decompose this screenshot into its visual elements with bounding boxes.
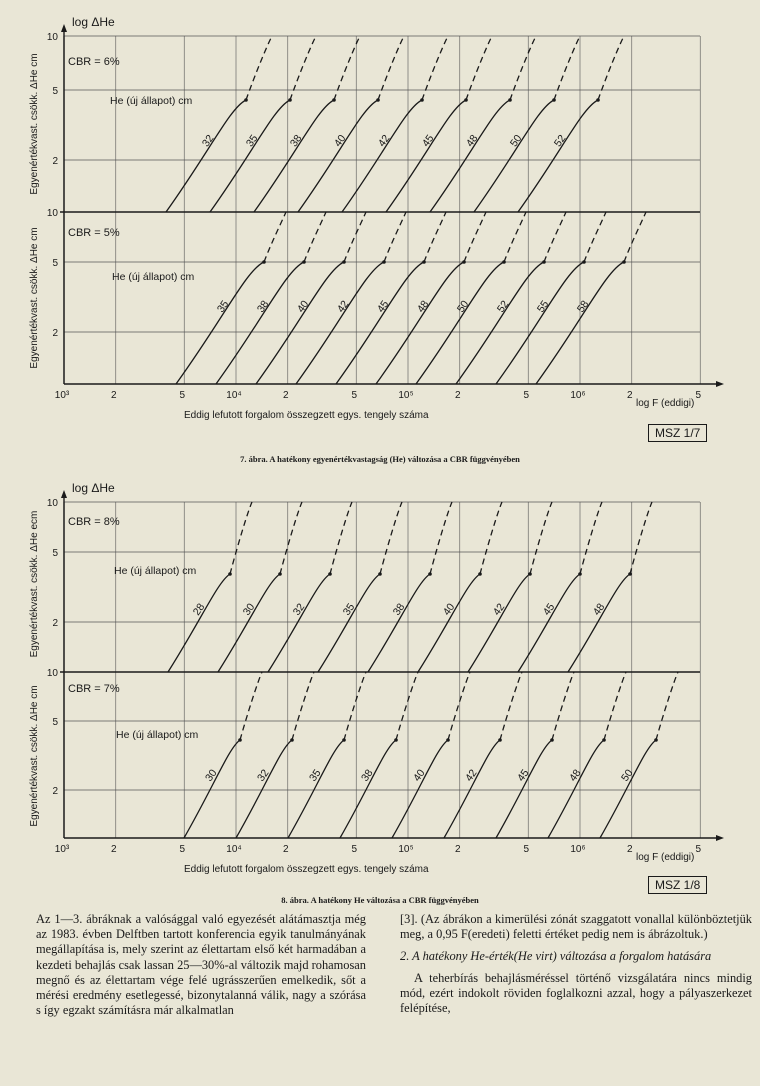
curve-solid — [518, 100, 598, 212]
curve-solid — [392, 740, 448, 838]
curve-label: 35 — [306, 767, 324, 784]
y-tick-label: 10 — [46, 498, 58, 509]
x-axis-arrow — [716, 835, 724, 841]
curve-dashed — [344, 672, 366, 740]
y-tick-label: 5 — [52, 86, 58, 97]
curve-dot — [302, 260, 306, 264]
curve-dot — [228, 572, 232, 576]
curve-dashed — [552, 672, 574, 740]
curve-solid — [456, 262, 544, 384]
curve-dot — [422, 260, 426, 264]
curve-solid — [296, 262, 384, 384]
curve-dot — [394, 738, 398, 742]
curve-solid — [298, 100, 378, 212]
y-tick-label: 5 — [52, 548, 58, 559]
y-tick-label: 2 — [52, 156, 58, 167]
y-tick-label: 2 — [52, 786, 58, 797]
curve-dashed — [504, 212, 526, 262]
curve-solid — [318, 574, 380, 672]
curve-dot — [528, 572, 532, 576]
curve-solid — [168, 574, 230, 672]
curve-label: 45 — [419, 132, 437, 150]
curve-dot — [382, 260, 386, 264]
curve-dashed — [448, 672, 470, 740]
figure-7 — [0, 0, 760, 470]
curve-label: 45 — [514, 767, 532, 784]
curve-dot — [508, 98, 512, 102]
x-tick-label: 10⁵ — [398, 844, 414, 855]
curve-dot — [342, 260, 346, 264]
he-label: He (új állapot) cm — [112, 271, 195, 283]
x-tick-label: 2 — [282, 390, 289, 401]
x-tick-label: 2 — [454, 390, 461, 401]
curve-label: 32 — [290, 601, 308, 618]
x-tick-label: 5 — [695, 844, 702, 855]
curve-label: 50 — [507, 132, 525, 150]
curve-dashed — [304, 212, 326, 262]
y-tick-label: 5 — [52, 258, 58, 269]
curve-dashed — [584, 212, 606, 262]
curve-solid — [216, 262, 304, 384]
figure-7-stamp: MSZ 1/7 — [648, 424, 707, 442]
curve-dashed — [292, 672, 314, 740]
curve-solid — [254, 100, 334, 212]
curve-dot — [542, 260, 546, 264]
curve-solid — [236, 740, 292, 838]
curve-label: 48 — [590, 601, 608, 618]
curve-dot — [654, 738, 658, 742]
curve-solid — [166, 100, 246, 212]
cbr-label: CBR = 6% — [68, 56, 120, 68]
curve-solid — [600, 740, 656, 838]
curve-dot — [420, 98, 424, 102]
x-axis-title: log F (eddigi) — [636, 852, 695, 863]
curve-solid — [430, 100, 510, 212]
figure-7-caption: 7. ábra. A hatékony egyenértékvastagság (He) változása a CBR függvényében — [240, 454, 520, 464]
curve-dashed — [396, 672, 418, 740]
curve-label: 55 — [534, 298, 552, 315]
x-tick-label: 2 — [626, 844, 633, 855]
curve-solid — [184, 740, 240, 838]
curve-dashed — [384, 212, 406, 262]
curve-dashed — [280, 502, 302, 574]
curve-label: 38 — [358, 767, 376, 784]
curve-label: 42 — [334, 298, 352, 315]
curve-label: 30 — [202, 767, 220, 784]
curve-dashed — [246, 36, 272, 100]
right-paragraph-2: A teherbírás behajlásméréssel történő vizsgálatára nincs mindig mód, ezért indokolt röviden foglalkozni azzal, hogy a pályaszerkezet felépítése, — [400, 970, 752, 1016]
x-axis-label: Eddig lefutott forgalom összegzett egys. tengely száma — [184, 864, 429, 875]
curve-solid — [496, 740, 552, 838]
curve-dashed — [422, 36, 448, 100]
curve-label: 40 — [410, 767, 428, 784]
x-tick-label: 10⁶ — [570, 844, 586, 855]
figure-7-chart — [0, 0, 760, 470]
x-tick-label: 2 — [626, 390, 633, 401]
curve-solid — [340, 740, 396, 838]
curve-dashed — [554, 36, 580, 100]
curve-label: 42 — [490, 601, 508, 618]
curve-dashed — [630, 502, 652, 574]
x-axis-arrow — [716, 381, 724, 387]
curve-dashed — [378, 36, 404, 100]
x-tick-label: 2 — [454, 844, 461, 855]
curve-dot — [622, 260, 626, 264]
curve-solid — [288, 740, 344, 838]
curve-label: 45 — [540, 601, 558, 618]
curve-dot — [464, 98, 468, 102]
curve-dot — [498, 738, 502, 742]
curve-label: 48 — [566, 767, 584, 784]
article-text — [36, 912, 760, 1082]
cbr-label: CBR = 7% — [68, 683, 120, 695]
curve-dot — [582, 260, 586, 264]
curve-label: 32 — [254, 767, 272, 784]
y-tick-label: 10 — [46, 668, 58, 679]
curve-solid — [256, 262, 344, 384]
curve-solid — [342, 100, 422, 212]
curve-solid — [496, 262, 584, 384]
curve-label: 50 — [454, 298, 472, 315]
curve-label: 45 — [374, 298, 392, 315]
figure-8-chart — [0, 478, 760, 898]
curve-dashed — [330, 502, 352, 574]
y-axis-title: log ΔHe — [72, 15, 115, 29]
curve-dot — [290, 738, 294, 742]
curve-solid — [386, 100, 466, 212]
curve-label: 50 — [618, 767, 636, 784]
curve-dashed — [580, 502, 602, 574]
curve-dashed — [290, 36, 316, 100]
x-tick-label: 2 — [110, 844, 117, 855]
x-axis-title: log F (eddigi) — [636, 398, 695, 409]
curve-label: 58 — [574, 298, 592, 315]
x-tick-label: 10⁴ — [226, 844, 242, 855]
x-tick-label: 10³ — [54, 844, 70, 855]
curve-solid — [368, 574, 430, 672]
curve-label: 48 — [414, 298, 432, 315]
curve-label: 52 — [551, 132, 569, 150]
x-tick-label: 5 — [179, 390, 186, 401]
curve-dot — [628, 572, 632, 576]
he-label: He (új állapot) cm — [114, 565, 197, 577]
y-side-label: Egyenértékvast. csökk. ΔHe cm — [29, 227, 40, 369]
y-axis-arrow — [61, 24, 67, 32]
cbr-label: CBR = 5% — [68, 227, 120, 239]
curve-dot — [550, 738, 554, 742]
curve-label: 38 — [390, 601, 408, 618]
curve-label: 42 — [462, 767, 480, 784]
curve-label: 40 — [331, 132, 349, 150]
curve-dot — [462, 260, 466, 264]
curve-label: 35 — [340, 601, 358, 618]
curve-dashed — [510, 36, 536, 100]
curve-solid — [444, 740, 500, 838]
curve-dashed — [656, 672, 678, 740]
y-side-label: Egyenértékvast. csökk. ΔHe ecm — [29, 510, 40, 658]
curve-dashed — [380, 502, 402, 574]
curve-dot — [578, 572, 582, 576]
he-label: He (új állapot) cm — [110, 95, 193, 107]
curve-solid — [468, 574, 530, 672]
y-tick-label: 10 — [46, 32, 58, 43]
curve-solid — [518, 574, 580, 672]
figure-8-caption: 8. ábra. A hatékony He változása a CBR függvényében — [281, 895, 479, 905]
figure-8-stamp: MSZ 1/8 — [648, 876, 707, 894]
curve-dot — [288, 98, 292, 102]
curve-label: 48 — [463, 132, 481, 150]
section-heading: 2. A hatékony He-érték(He virt) változása a forgalom hatására — [400, 949, 712, 964]
x-tick-label: 10⁴ — [226, 390, 242, 401]
curve-label: 30 — [240, 601, 258, 618]
curve-dot — [332, 98, 336, 102]
curve-dashed — [464, 212, 486, 262]
left-paragraph: Az 1—3. ábráknak a valósággal való egyezését alátámasztja még az 1983. évben Delftben tartott konferencia egyik tanulmányának megállapítása is, mely szerint az élettartam első két harmadában a kezdeti behajlás csak lassan 25—30%-al változik majd rohamosan megnő és az élettartam vége felé ugrásszerűen emelkedik, sőt a mérési eredmény esetlegessé, bizonytalanná válik, nagy a szórása s így egzakt számításra már alkalmatlan — [36, 912, 366, 1018]
x-tick-label: 5 — [179, 844, 186, 855]
curve-dot — [602, 738, 606, 742]
curve-dot — [278, 572, 282, 576]
left-column — [36, 912, 366, 1018]
curve-dot — [376, 98, 380, 102]
curve-label: 38 — [287, 132, 305, 150]
curve-dashed — [598, 36, 624, 100]
curve-label: 42 — [375, 132, 393, 150]
right-column — [400, 912, 752, 1016]
curve-label: 32 — [199, 132, 217, 150]
curve-dashed — [230, 502, 252, 574]
curve-label: 52 — [494, 298, 512, 315]
x-tick-label: 10³ — [54, 390, 70, 401]
x-axis-label: Eddig lefutott forgalom összegzett egys. tengely száma — [184, 410, 429, 421]
curve-dot — [262, 260, 266, 264]
cbr-label: CBR = 8% — [68, 516, 120, 528]
curve-dot — [446, 738, 450, 742]
curve-dot — [596, 98, 600, 102]
curve-dashed — [424, 212, 446, 262]
y-tick-label: 10 — [46, 208, 58, 219]
x-tick-label: 5 — [523, 390, 530, 401]
curve-dot — [238, 738, 242, 742]
y-tick-label: 5 — [52, 717, 58, 728]
x-tick-label: 5 — [351, 844, 358, 855]
curve-label: 40 — [440, 601, 458, 618]
curve-dashed — [466, 36, 492, 100]
x-tick-label: 2 — [110, 390, 117, 401]
curve-solid — [474, 100, 554, 212]
curve-dot — [502, 260, 506, 264]
right-paragraph-1: [3]. (Az ábrákon a kimerülési zónát szaggatott vonallal különböztetjük meg, a 0,95 F(eredeti) feletti értéket pedig nem is ábrázoltuk.) — [400, 912, 752, 942]
curve-dot — [552, 98, 556, 102]
y-side-label: Egyenértékvast. csökk. ΔHe cm — [29, 53, 40, 195]
curve-dot — [244, 98, 248, 102]
curve-dashed — [264, 212, 286, 262]
y-tick-label: 2 — [52, 618, 58, 629]
x-tick-label: 10⁶ — [570, 390, 586, 401]
curve-solid — [548, 740, 604, 838]
he-label: He (új állapot) cm — [116, 729, 199, 741]
curve-dashed — [500, 672, 522, 740]
curve-solid — [336, 262, 424, 384]
curve-dot — [478, 572, 482, 576]
figure-8 — [0, 478, 760, 905]
curve-label: 28 — [190, 601, 208, 618]
y-axis-arrow — [61, 490, 67, 498]
curve-label: 40 — [294, 298, 312, 315]
curve-dot — [328, 572, 332, 576]
curve-solid — [418, 574, 480, 672]
curve-label: 35 — [214, 298, 232, 315]
curve-label: 35 — [243, 132, 261, 150]
curve-label: 38 — [254, 298, 272, 315]
curve-dashed — [624, 212, 646, 262]
curve-dot — [342, 738, 346, 742]
curve-dashed — [604, 672, 626, 740]
x-tick-label: 10⁵ — [398, 390, 414, 401]
curve-solid — [268, 574, 330, 672]
x-tick-label: 5 — [695, 390, 702, 401]
curve-solid — [376, 262, 464, 384]
y-side-label: Egyenértékvast. csökk. ΔHe cm — [29, 685, 40, 827]
curve-dashed — [344, 212, 366, 262]
y-axis-title: log ΔHe — [72, 481, 115, 495]
curve-dot — [428, 572, 432, 576]
curve-solid — [568, 574, 630, 672]
curve-dashed — [530, 502, 552, 574]
curve-dashed — [430, 502, 452, 574]
curve-dashed — [240, 672, 262, 740]
curve-dashed — [544, 212, 566, 262]
curve-solid — [218, 574, 280, 672]
curve-dashed — [480, 502, 502, 574]
x-tick-label: 5 — [351, 390, 358, 401]
curve-dot — [378, 572, 382, 576]
x-tick-label: 2 — [282, 844, 289, 855]
y-tick-label: 2 — [52, 328, 58, 339]
x-tick-label: 5 — [523, 844, 530, 855]
curve-solid — [210, 100, 290, 212]
